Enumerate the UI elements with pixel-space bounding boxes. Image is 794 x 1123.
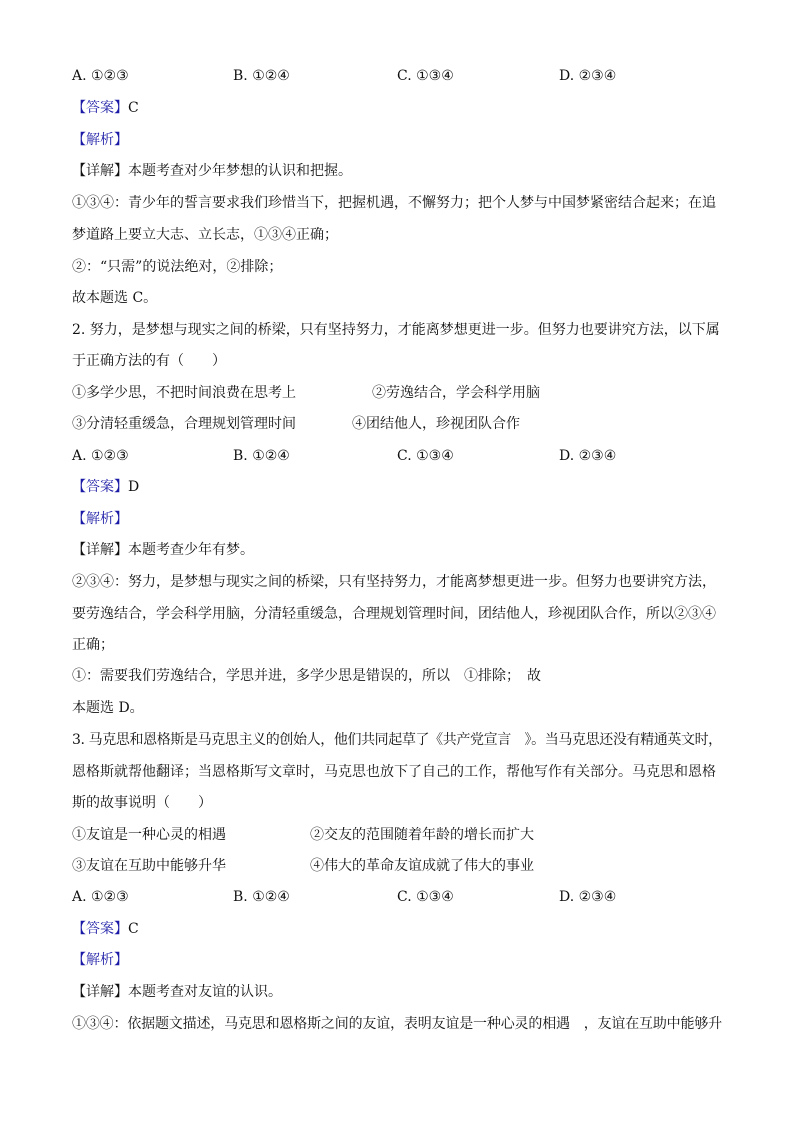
- detail-text: 本题考查对友谊的认识。: [128, 984, 282, 1000]
- q2-line-3: 正确；: [72, 637, 114, 653]
- q2-item-3: ③分清轻重缓急，合理规划管理时间: [72, 416, 296, 432]
- q2-items-row-2: [72, 415, 732, 433]
- q1-detail: [72, 162, 352, 180]
- q2-items-row-1: [72, 384, 732, 402]
- q1-option-c: C. ①③④: [397, 68, 454, 84]
- q2-options: [72, 447, 732, 465]
- q3-option-c: C. ①③④: [397, 889, 454, 905]
- q1-line-3: ②：“只需”的说法绝对，②排除；: [72, 259, 283, 275]
- answer-value: C: [128, 100, 139, 116]
- q3-item-1: ①友谊是一种心灵的相遇: [72, 827, 226, 843]
- detail-tag: 【详解】: [72, 984, 128, 1000]
- q3-stem-1: 3. 马克思和恩格斯是马克思主义的创始人，他们共同起草了《共产党宣言 》。当马克思还没有精通英文时，: [72, 732, 722, 748]
- q2-line-2: 要劳逸结合，学会科学用脑，分清轻重缓急，合理规划管理时间，团结他人，珍视团队合作，所以②③④: [72, 606, 716, 622]
- answer-tag: 【答案】: [72, 100, 128, 116]
- q2-item-2: ②劳逸结合，学会科学用脑: [372, 385, 540, 401]
- q3-line-1: ①③④：依据题文描述，马克思和恩格斯之间的友谊，表明友谊是一种心灵的相遇 ，友谊在互助中能够升: [72, 1016, 722, 1032]
- q2-analysis-tag: 【解析】: [72, 511, 128, 527]
- q2-line-1: ②③④：努力，是梦想与现实之间的桥梁，只有坚持努力，才能离梦想更进一步。但努力也要讲究方法，: [72, 574, 716, 590]
- answer-value: D: [128, 479, 140, 495]
- q2-option-c: C. ①③④: [397, 448, 454, 464]
- q3-item-4: ④伟大的革命友谊成就了伟大的事业: [310, 858, 534, 874]
- q3-stem-2: 恩格斯就帮他翻译；当恩格斯写文章时，马克思也放下了自己的工作，帮他写作有关部分。马克思和恩格: [72, 764, 716, 780]
- detail-text: 本题考查少年有梦。: [128, 542, 254, 558]
- q3-item-3: ③友谊在互助中能够升华: [72, 858, 226, 874]
- q2-stem-2: 于正确方法的有（ ）: [72, 353, 226, 369]
- q1-line-2: 梦道路上要立大志、立长志，①③④正确；: [72, 227, 338, 243]
- q3-analysis-tag: 【解析】: [72, 952, 128, 968]
- q3-option-d: D. ②③④: [559, 889, 617, 905]
- q2-option-a: A. ①②③: [72, 448, 129, 464]
- q1-options: [72, 67, 732, 85]
- q2-item-4: ④团结他人，珍视团队合作: [352, 416, 520, 432]
- answer-tag: 【答案】: [72, 479, 128, 495]
- q2-detail: [72, 541, 254, 559]
- detail-text: 本题考查对少年梦想的认识和把握。: [128, 163, 352, 179]
- answer-tag: 【答案】: [72, 921, 128, 937]
- detail-tag: 【详解】: [72, 542, 128, 558]
- q1-line-4: 故本题选 C。: [72, 290, 158, 306]
- q2-line-5: 本题选 D。: [72, 700, 144, 716]
- q2-stem-1: 2. 努力，是梦想与现实之间的桥梁，只有坚持努力，才能离梦想更进一步。但努力也要讲究方法，以下属: [72, 322, 720, 338]
- q2-option-b: B. ①②④: [233, 448, 290, 464]
- q1-option-a: A. ①②③: [72, 68, 129, 84]
- answer-value: C: [128, 921, 139, 937]
- q3-items-row-2: [72, 857, 732, 875]
- detail-tag: 【详解】: [72, 163, 128, 179]
- q2-answer: [72, 478, 139, 496]
- q2-option-d: D. ②③④: [559, 448, 617, 464]
- q3-item-2: ②交友的范围随着年龄的增长而扩大: [310, 827, 534, 843]
- q2-item-1: ①多学少思，不把时间浪费在思考上: [72, 385, 296, 401]
- q3-stem-3: 斯的故事说明（ ）: [72, 795, 212, 811]
- q1-analysis-tag: 【解析】: [72, 132, 128, 148]
- q3-option-a: A. ①②③: [72, 889, 129, 905]
- q3-options: [72, 888, 732, 906]
- q3-answer: [72, 920, 139, 938]
- q3-option-b: B. ①②④: [233, 889, 290, 905]
- q1-line-1: ①③④：青少年的誓言要求我们珍惜当下，把握机遇，不懈努力；把个人梦与中国梦紧密结合起来；在追: [72, 195, 716, 211]
- q3-items-row-1: [72, 826, 732, 844]
- q1-answer: [72, 99, 139, 117]
- q2-line-4: ①：需要我们劳逸结合，学思并进，多学少思是错误的，所以 ①排除； 故: [72, 668, 541, 684]
- q1-option-b: B. ①②④: [233, 68, 290, 84]
- q1-option-d: D. ②③④: [559, 68, 617, 84]
- q3-detail: [72, 983, 282, 1001]
